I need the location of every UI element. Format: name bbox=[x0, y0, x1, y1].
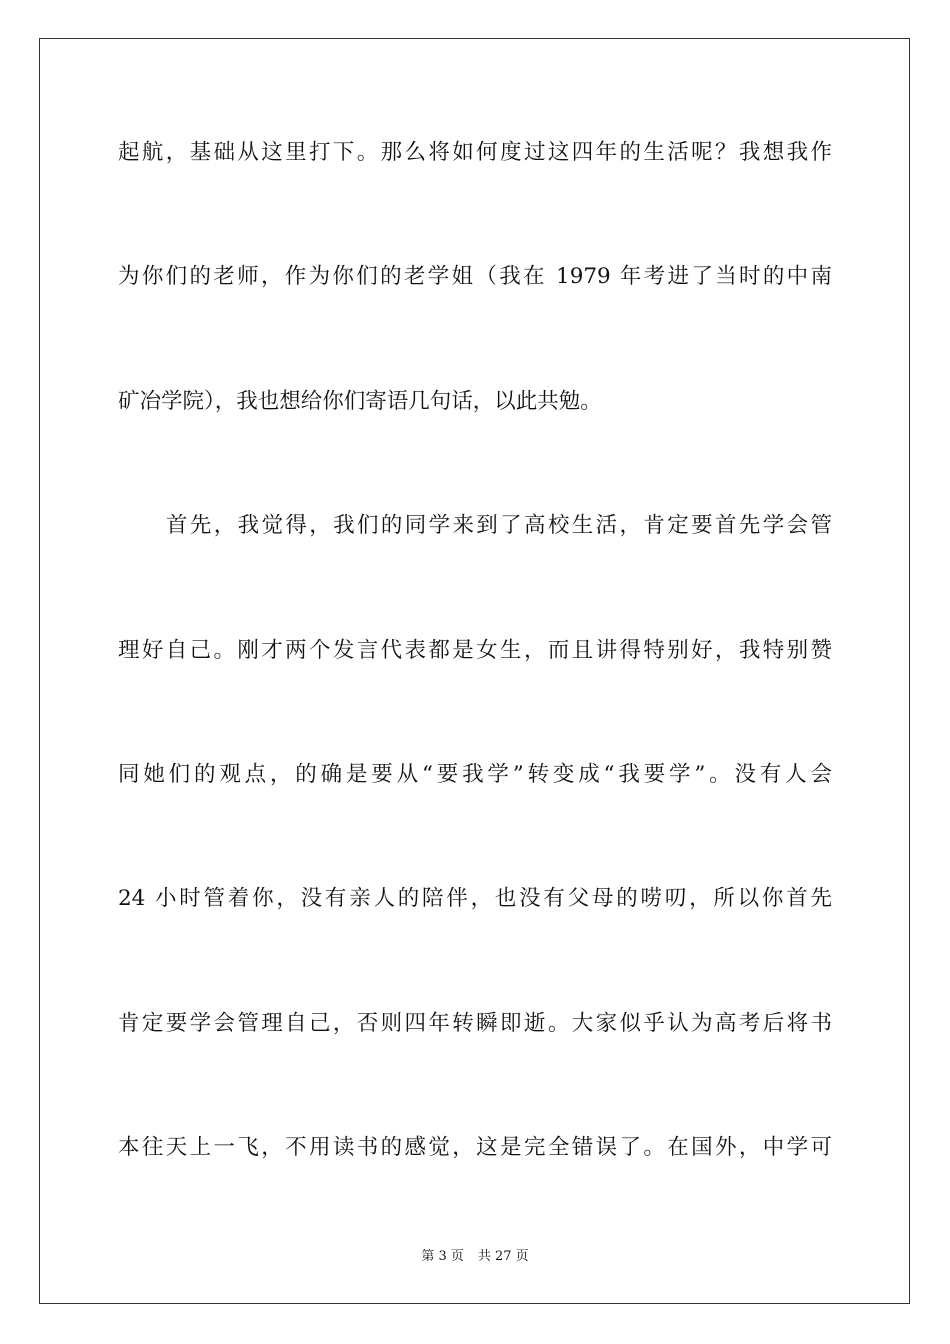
body-text-line-1: 起航，基础从这里打下。那么将如何度过这四年的生活呢？我想我作 bbox=[118, 140, 832, 165]
body-text-line-6: 同她们的观点，的确是要从“要我学”转变成“我要学”。没有人会 bbox=[118, 762, 832, 787]
body-text-line-9: 本往天上一飞，不用读书的感觉，这是完全错误了。在国外，中学可 bbox=[118, 1135, 832, 1160]
page-total: 共 27 页 bbox=[477, 1249, 529, 1264]
page-footer bbox=[0, 1248, 950, 1266]
page-number: 第 3 页 bbox=[421, 1249, 464, 1264]
body-text-line-8: 肯定要学会管理自己，否则四年转瞬即逝。大家似乎认为高考后将书 bbox=[118, 1011, 832, 1036]
body-text-line-7: 24 小时管着你，没有亲人的陪伴，也没有父母的唠叨，所以你首先 bbox=[118, 886, 832, 911]
body-text-line-2: 为你们的老师，作为你们的老学姐（我在 1979 年考进了当时的中南 bbox=[118, 264, 832, 289]
page-border bbox=[39, 38, 910, 1304]
body-text-line-5: 理好自己。刚才两个发言代表都是女生，而且讲得特别好，我特别赞 bbox=[118, 638, 832, 663]
body-text-line-4: 首先，我觉得，我们的同学来到了高校生活，肯定要首先学会管 bbox=[166, 513, 832, 538]
body-text-line-3: 矿冶学院），我也想给你们寄语几句话，以此共勉。 bbox=[118, 389, 602, 414]
